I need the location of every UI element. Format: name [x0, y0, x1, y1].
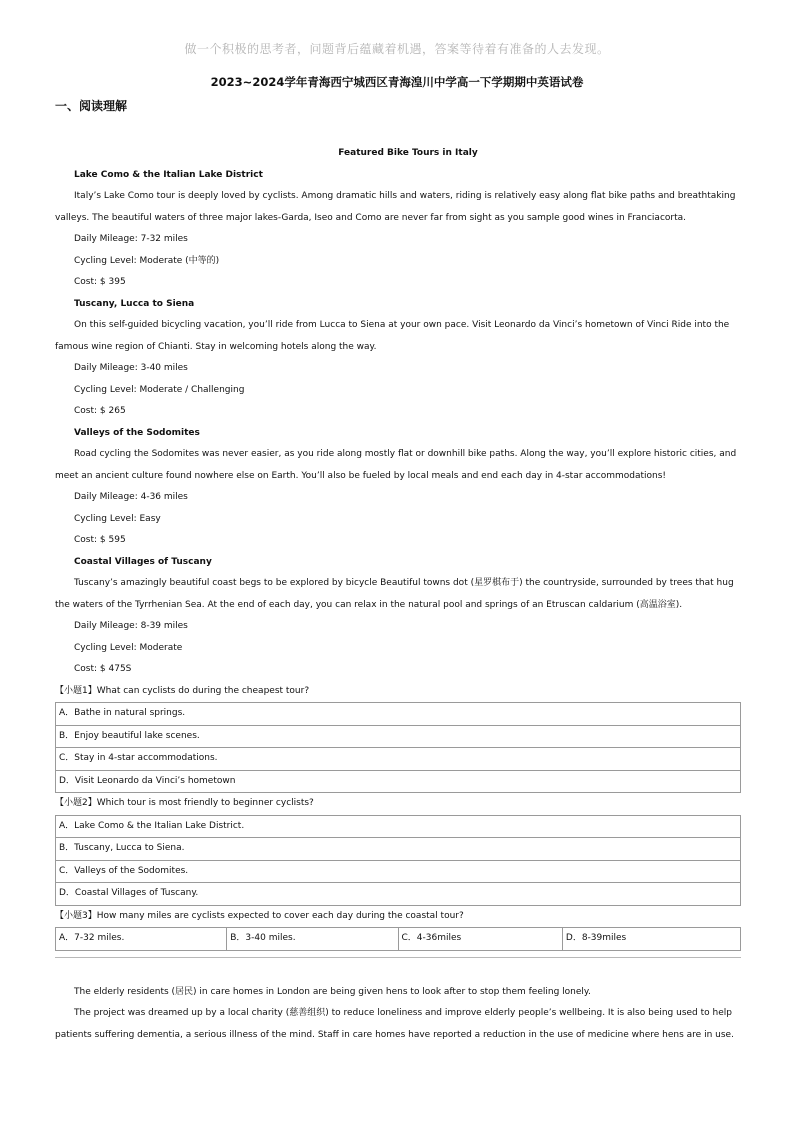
tour-description: Italy’s Lake Como tour is deeply loved by cyclists. Among dramatic hills and waters, riding is relatively easy along flat bike paths and breathtaking valleys. The beautiful waters of three major lakes-Garda, Iseo and Como are never far from sight as you sample good wines in Franciacorta. [55, 191, 736, 223]
tour-mileage: Daily Mileage: 4-36 miles [74, 492, 188, 502]
option-d[interactable]: D．Coastal Villages of Tuscany. [56, 883, 741, 906]
tour-level: Cycling Level: Moderate (中等的) [74, 255, 220, 266]
document-title: 2023~2024学年青海西宁城西区青海湟川中学高一下学期期中英语试卷 [210, 75, 584, 89]
watermark: 做一个积极的思考者，问题背后蕴藏着机遇，答案等待着有准备的人去发现。 [184, 42, 610, 56]
tour-level: Cycling Level: Easy [74, 513, 161, 524]
option-a[interactable]: A．Bathe in natural springs. [56, 703, 741, 726]
option-d[interactable]: D．Visit Leonardo da Vinci’s hometown [56, 770, 741, 793]
tour-mileage: Daily Mileage: 7-32 miles [74, 234, 188, 244]
tour-cost: Cost: $ 595 [74, 535, 126, 545]
document-body [55, 143, 741, 1046]
tour-cost: Cost: $ 395 [74, 277, 126, 287]
tour-description: Tuscany’s amazingly beautiful coast begs to be explored by bicycle Beautiful towns dot (星罗棋布于) the countryside, surrounded by trees that hug the waters of the Tyrrhenian Sea. At the end of each day, you can relax in the natural pool and springs of an Etruscan caldarium (高温浴室). [55, 578, 734, 610]
question-stem: 【小题2】Which tour is most friendly to beginner cyclists? [55, 798, 314, 808]
option-d[interactable]: D．8-39miles [562, 928, 740, 951]
tour-cost: Cost: $ 475S [74, 664, 132, 674]
answer-options [55, 927, 741, 951]
tour-mileage: Daily Mileage: 3-40 miles [74, 363, 188, 373]
option-b[interactable]: B．Enjoy beautiful lake scenes. [56, 725, 741, 748]
tour-description: On this self-guided bicycling vacation, you’ll ride from Lucca to Siena at your own pace. Visit Leonardo da Vinci’s hometown of Vinci Ride into the famous wine region of Chianti. Stay in welcoming hotels along the way. [55, 320, 730, 352]
passage-paragraph: The project was dreamed up by a local charity (慈善组织) to reduce loneliness and improve elderly people’s wellbeing. It is also being used to help patients suffering dementia, a serious illness of the mind. Staff in care homes have reported a reduction in the use of medicine where hens are in use. [55, 1008, 734, 1040]
passage-paragraph: The elderly residents (居民) in care homes in London are being given hens to look after to stop them feeling lonely. [74, 986, 591, 997]
option-b[interactable]: B．Tuscany, Lucca to Siena. [56, 838, 741, 861]
option-c[interactable]: C．4-36miles [398, 928, 562, 951]
option-a[interactable]: A．7-32 miles. [56, 928, 227, 951]
answer-options [55, 702, 741, 793]
question-stem: 【小题1】What can cyclists do during the cheapest tour? [55, 685, 310, 696]
tour-cost: Cost: $ 265 [74, 406, 126, 416]
option-b[interactable]: B．3-40 miles. [227, 928, 398, 951]
question-stem: 【小题3】How many miles are cyclists expected to cover each day during the coastal tour? [55, 910, 464, 921]
tour-name: Tuscany, Lucca to Siena [74, 298, 195, 309]
section-divider [55, 957, 741, 958]
option-a[interactable]: A．Lake Como & the Italian Lake District. [56, 815, 741, 838]
tour-name: Lake Como & the Italian Lake District [74, 169, 263, 180]
tour-name: Coastal Villages of Tuscany [74, 556, 212, 567]
tour-level: Cycling Level: Moderate [74, 642, 183, 653]
tour-name: Valleys of the Sodomites [74, 427, 200, 438]
option-c[interactable]: C．Valleys of the Sodomites. [56, 860, 741, 883]
tour-mileage: Daily Mileage: 8-39 miles [74, 621, 188, 631]
section-heading: 一、阅读理解 [55, 99, 128, 113]
tour-description: Road cycling the Sodomites was never easier, as you ride along mostly flat or downhill bike paths. Along the way, you’ll explore historic cities, and meet an ancient culture found nowhere else on Earth. You’ll also be fueled by local meals and end each day in 4-star accommodations! [55, 449, 737, 481]
tour-level: Cycling Level: Moderate / Challenging [74, 384, 245, 395]
answer-options [55, 815, 741, 906]
option-c[interactable]: C．Stay in 4-star accommodations. [56, 748, 741, 771]
passage-title: Featured Bike Tours in Italy [338, 148, 478, 158]
